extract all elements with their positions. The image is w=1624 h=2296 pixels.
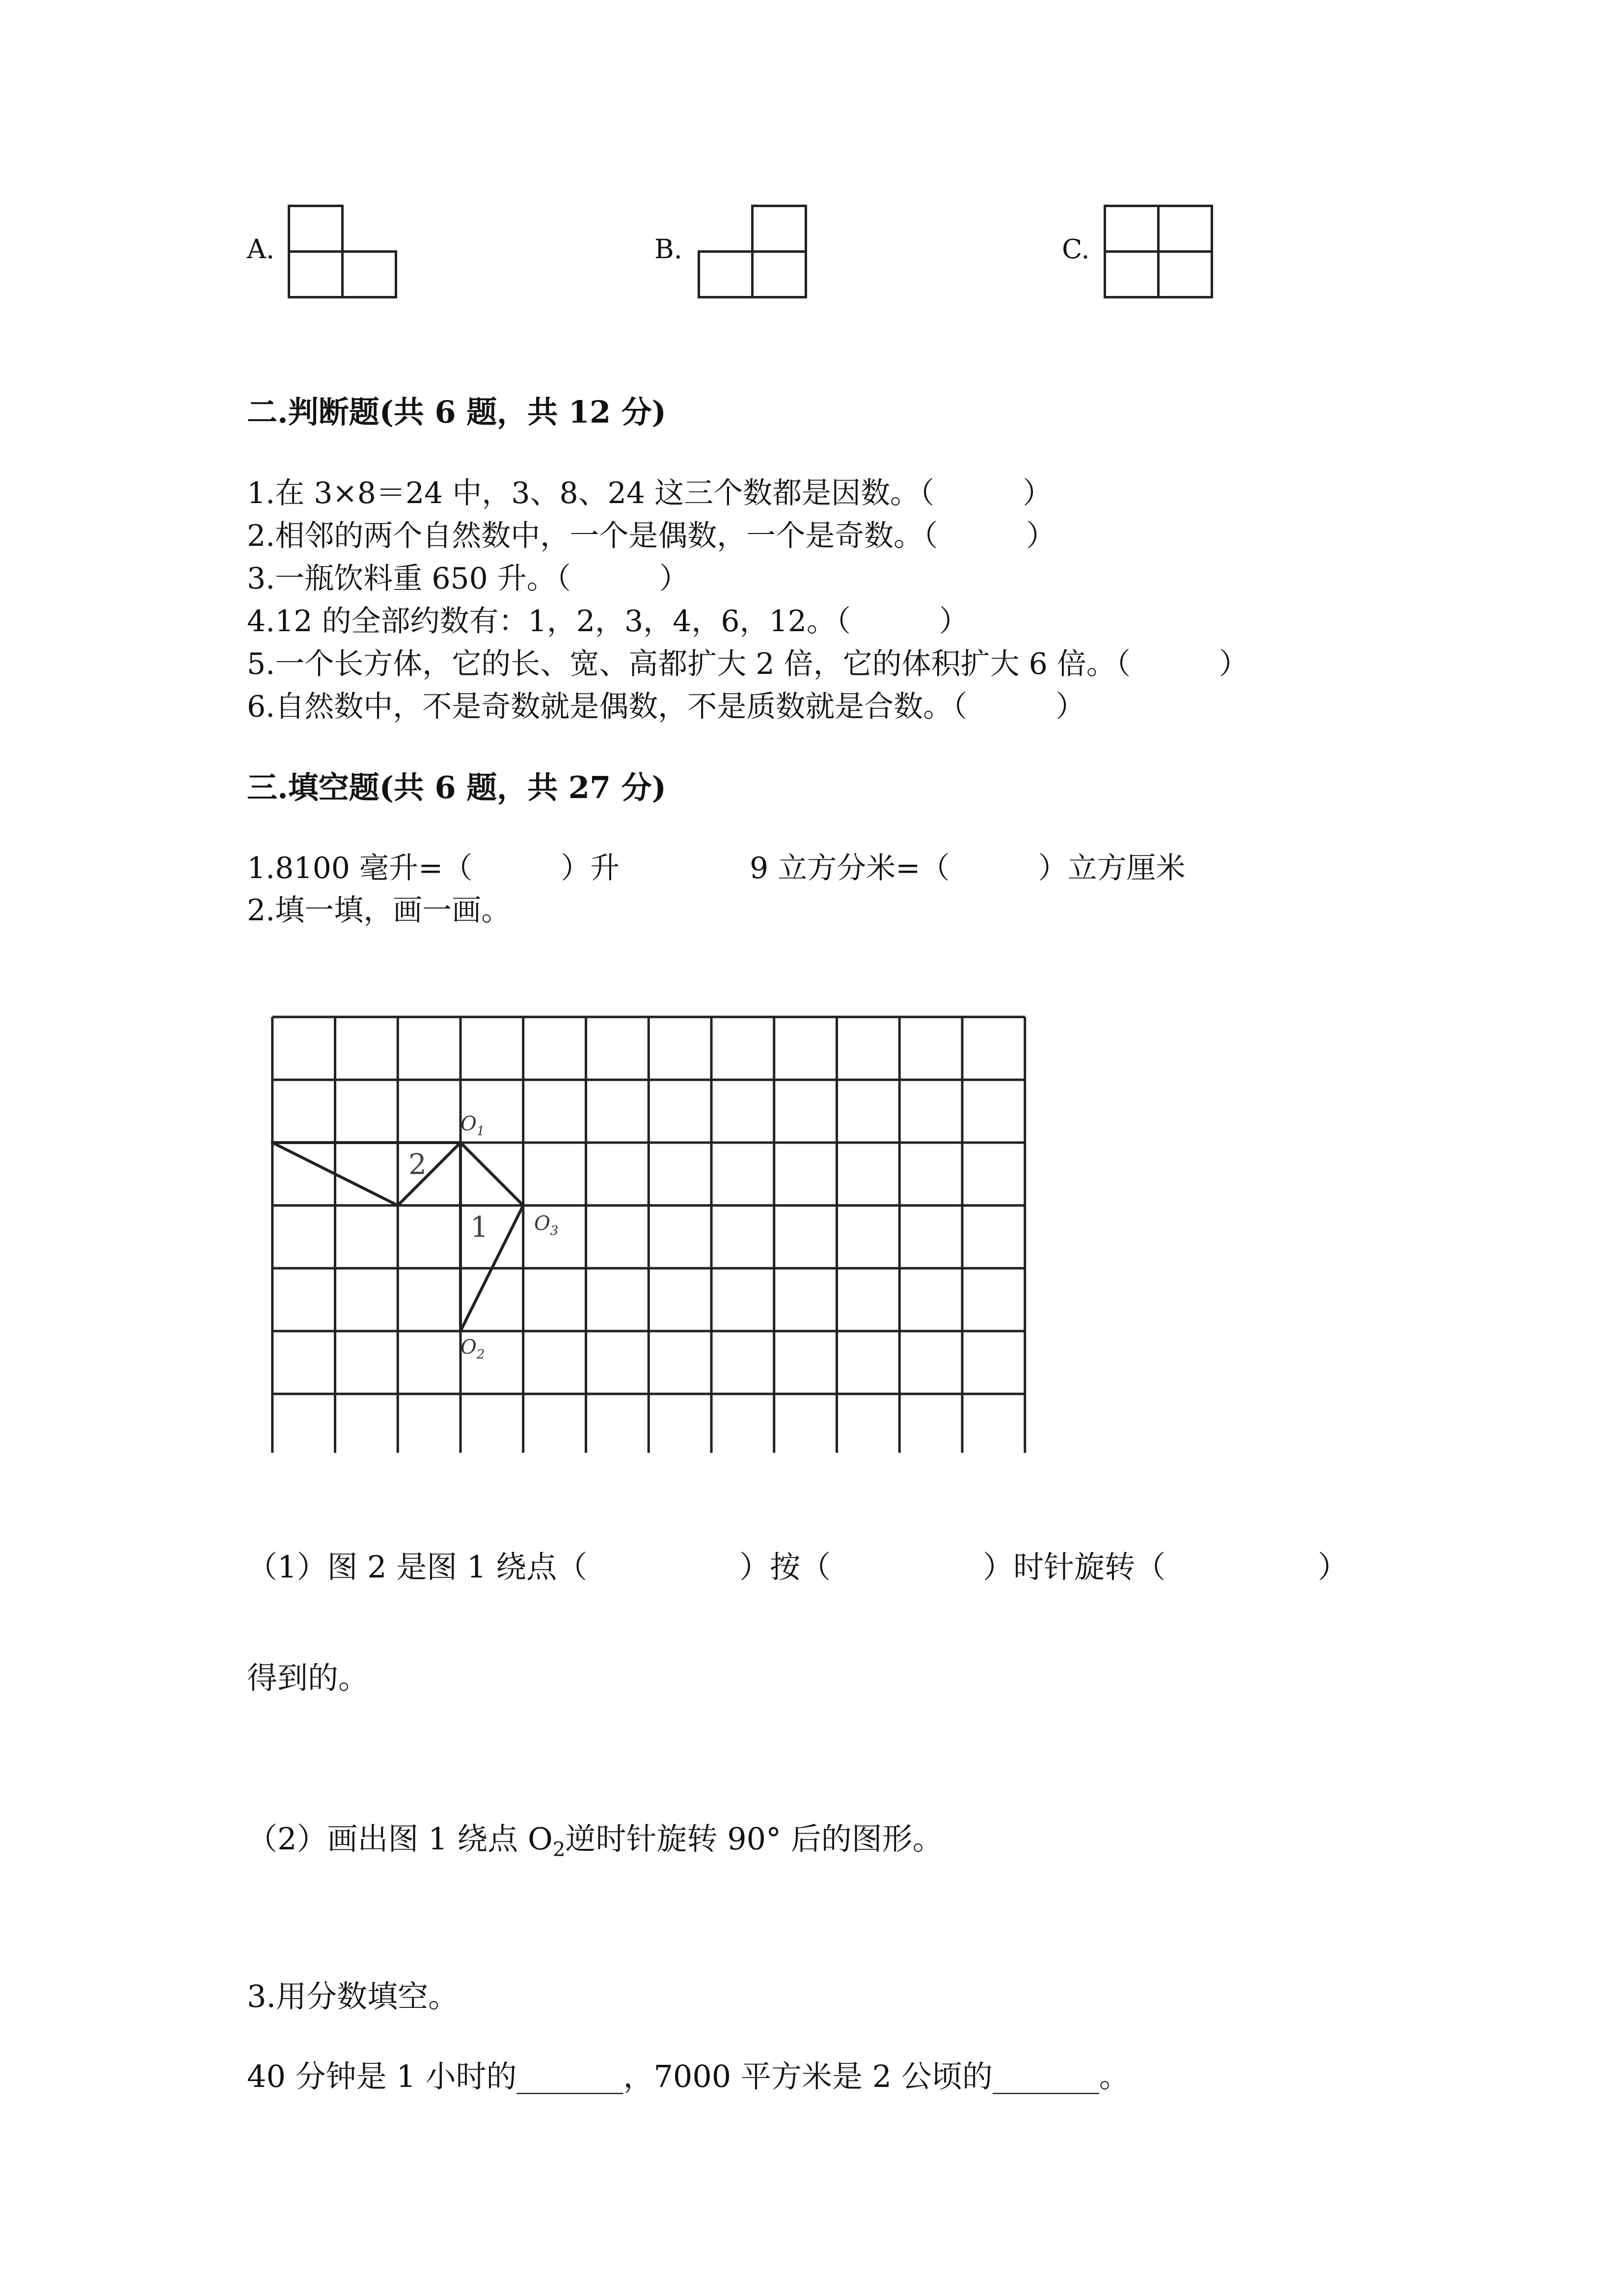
fill-q3-prompt: 3.用分数填空。 xyxy=(247,1978,459,2014)
fill-q2-sub1-line1: （1）图 2 是图 1 绕点（ ）按（ ）时针旋转（ ） xyxy=(247,1549,1349,1585)
judgment-item-2: 2.相邻的两个自然数中，一个是偶数，一个是奇数。（ ） xyxy=(247,519,1056,553)
fill-q2-sub1-line2: 得到的。 xyxy=(247,1660,369,1696)
fill-q2-prompt: 2.填一填，画一画。 xyxy=(247,893,511,928)
option-a-label: A. xyxy=(247,234,275,265)
fill-q3-line: 40 分钟是 1 小时的_______，7000 平方米是 2 公顷的_______。 xyxy=(247,2058,1130,2094)
point-o2-label: $O_2$ xyxy=(460,1336,485,1362)
fill-q1-part-a: 1.8100 毫升=（ ）升 xyxy=(247,851,620,885)
fill-q2-sub2: （2）画出图 1 绕点 $O_2$逆时针旋转 90° 后的图形。 xyxy=(247,1821,943,1861)
option-c-label: C. xyxy=(1062,234,1090,265)
section2-heading: 二.判断题(共 6 题，共 12 分) xyxy=(247,394,667,430)
judgment-item-3: 3.一瓶饮料重 650 升。（ ） xyxy=(247,561,689,596)
option-b-label: B. xyxy=(654,234,682,265)
section3-heading: 三.填空题(共 6 题，共 27 分) xyxy=(247,770,667,805)
point-o1-label: $O_1$ xyxy=(460,1113,485,1139)
grid-lines xyxy=(272,1017,1025,1453)
fill-q1-part-b: 9 立方分米=（ ）立方厘米 xyxy=(750,851,1186,885)
judgment-item-1: 1.在 3×8＝24 中，3、8、24 这三个数都是因数。（ ） xyxy=(247,476,1053,510)
rotation-grid-figure xyxy=(265,1011,1041,1453)
figure-2-label: 2 xyxy=(408,1148,427,1181)
judgment-item-6: 6.自然数中，不是奇数就是偶数，不是质数就是合数。（ ） xyxy=(247,690,1085,724)
judgment-item-5: 5.一个长方体，它的长、宽、高都扩大 2 倍，它的体积扩大 6 倍。（ ） xyxy=(247,647,1248,681)
judgment-item-4: 4.12 的全部约数有：1，2，3，4，6，12。（ ） xyxy=(247,604,969,639)
figure-1-label: 1 xyxy=(470,1210,488,1244)
figure-2-triangle xyxy=(272,1143,460,1205)
point-o3-label: $O_3$ xyxy=(534,1212,559,1238)
